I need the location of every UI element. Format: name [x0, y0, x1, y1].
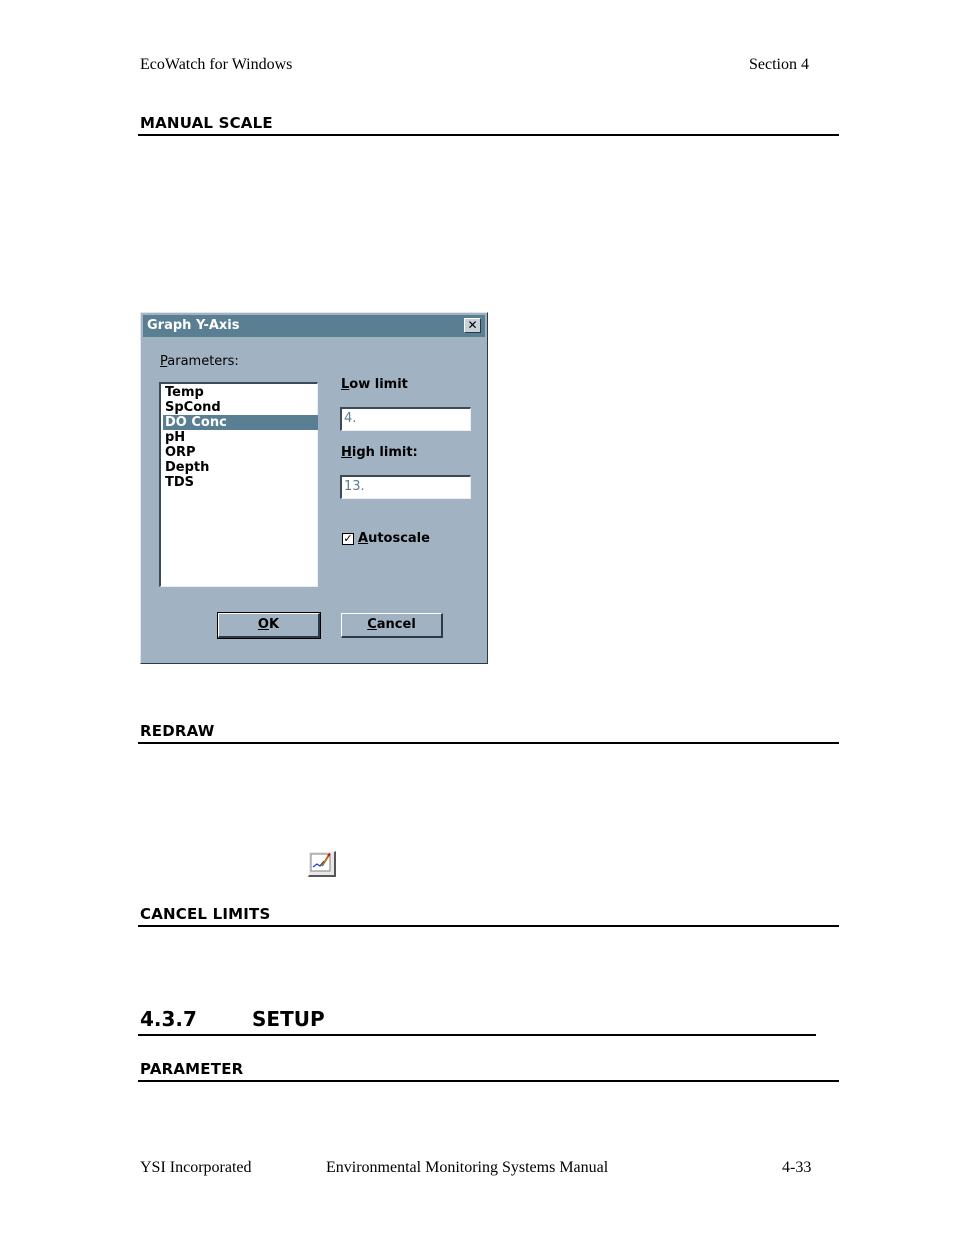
header-right: Section 4 [749, 56, 809, 73]
list-item-selected[interactable]: DO Conc [163, 415, 318, 430]
dialog-title: Graph Y-Axis [147, 318, 240, 333]
ok-button[interactable]: OK [218, 613, 320, 638]
subsection-title: SETUP [252, 1007, 325, 1031]
low-limit-label: Low limit [341, 377, 408, 392]
parameters-listbox[interactable] [159, 382, 318, 587]
section-rule [138, 1080, 839, 1082]
footer-page-number: 4-33 [782, 1159, 812, 1176]
header-left: EcoWatch for Windows [140, 56, 293, 73]
footer-center: Environmental Monitoring Systems Manual [326, 1159, 609, 1176]
section-rule [138, 134, 839, 136]
low-limit-input[interactable]: 4. [340, 407, 471, 431]
list-item[interactable]: Depth [165, 460, 210, 475]
section-rule [138, 925, 839, 927]
autoscale-checkbox[interactable]: ✓ [343, 532, 353, 545]
list-item[interactable]: pH [165, 430, 186, 445]
section-parameter: PARAMETER [140, 1060, 244, 1078]
list-item[interactable]: Temp [165, 385, 204, 400]
cancel-button[interactable]: Cancel [341, 613, 443, 638]
graph-y-axis-dialog [140, 312, 488, 664]
redraw-graph-icon [308, 851, 336, 877]
list-item[interactable]: TDS [165, 475, 195, 490]
subsection-rule [138, 1034, 816, 1036]
section-redraw: REDRAW [140, 722, 215, 740]
autoscale-label[interactable]: Autoscale [358, 531, 430, 546]
dialog-titlebar[interactable] [143, 315, 485, 337]
list-item[interactable]: SpCond [165, 400, 221, 415]
section-rule [138, 742, 839, 744]
list-item[interactable]: ORP [165, 445, 196, 460]
close-icon[interactable]: ✕ [464, 318, 481, 333]
section-cancel-limits: CANCEL LIMITS [140, 905, 271, 923]
high-limit-input[interactable]: 13. [340, 475, 471, 499]
high-limit-label: High limit: [341, 445, 418, 460]
parameters-label: Parameters: [160, 354, 239, 369]
subsection-number: 4.3.7 [140, 1007, 197, 1031]
section-manual-scale: MANUAL SCALE [140, 114, 273, 132]
footer-left: YSI Incorporated [140, 1159, 252, 1176]
